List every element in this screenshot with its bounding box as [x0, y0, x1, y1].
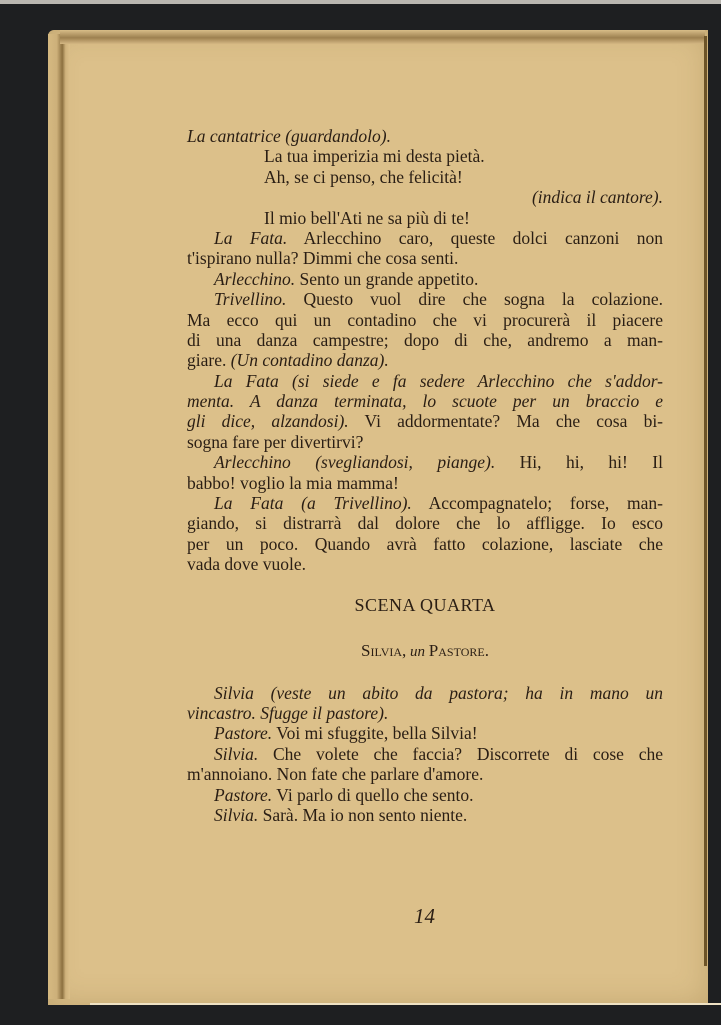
scene-heading: SCENA QUARTA: [354, 594, 496, 615]
speaker-name: Pastore.: [214, 723, 273, 744]
dialogue-line: [187, 289, 663, 309]
dialogue-line: [187, 785, 663, 805]
stage-direction: (guardandolo).: [285, 126, 391, 146]
character-name: Pastore.: [428, 640, 489, 660]
speaker-name: Silvia: [214, 682, 254, 703]
speaker-name: La Fata: [214, 370, 279, 391]
speaker-name: La Fata: [214, 493, 284, 514]
dialogue-line: [187, 683, 663, 703]
dialogue-line: m'annoiano. Non fate che parlare d'amore.: [187, 764, 484, 785]
dialogue-line: giando, si distrarrà dal dolore che lo affligge. Io esco: [187, 513, 663, 534]
speaker-name: Arlecchino: [214, 452, 291, 473]
page-bottom-edge: [90, 1003, 721, 1005]
dialogue-line: [187, 744, 663, 764]
speaker-name: Arlecchino.: [214, 268, 296, 289]
dialogue-text: Accompagnatelo; forse, man-: [411, 493, 663, 514]
stage-direction: (a Trivellino).: [283, 493, 412, 514]
speaker-name: La Fata.: [214, 227, 288, 248]
dialogue-text: Che volete che faccia? Discorrete di cose che: [258, 743, 663, 764]
dialogue-line: [187, 391, 663, 411]
dialogue-line: [187, 411, 663, 431]
dialogue-line: [187, 703, 663, 723]
dialogue-line: [187, 493, 663, 513]
dialogue-line: di una danza campestre; dopo di che, andremo a man-: [187, 329, 663, 350]
page-stack-edge-top: [60, 30, 705, 44]
speaker-line: [187, 126, 663, 146]
dialogue-line: sogna fare per divertirvi?: [187, 431, 364, 452]
verse-line: Ah, se ci penso, che felicità!: [264, 166, 463, 187]
dialogue-text: Arlecchino caro, queste dolci canzoni non: [287, 227, 663, 248]
page-stack-edge-left: [48, 34, 70, 999]
verse-line: Il mio bell'Ati ne sa più di te!: [264, 207, 470, 228]
dialogue-line: giare. (Un contadino danza).: [187, 350, 389, 371]
dialogue-line: [187, 371, 663, 391]
dialogue-line: t'ispirano nulla? Dimmi che cosa senti.: [187, 248, 459, 269]
speaker-name: Pastore.: [214, 784, 273, 805]
dialogue-text: Sento un grande appetito.: [295, 268, 479, 289]
dialogue-text: Sarà. Ma io non sento niente.: [258, 804, 468, 825]
dialogue-text: Hi, hi, hi! Il: [495, 452, 664, 473]
dialogue-text: Vi parlo di quello che sento.: [272, 784, 474, 805]
dialogue-line: Ma ecco qui un contadino che vi procurerà il piacere: [187, 309, 663, 330]
dialogue-text: Voi mi sfuggite, bella Silvia!: [272, 723, 478, 744]
dialogue-line: per un poco. Quando avrà fatto colazione, lasciate che: [187, 533, 663, 554]
stage-direction: (indica il cantore).: [531, 187, 663, 208]
stage-direction: gli dice, alzandosi).: [187, 411, 349, 432]
dialogue-line: vada dove vuole.: [187, 554, 307, 575]
dialogue-text: Questo vuol dire che sogna la colazione.: [286, 289, 663, 310]
dialogue-line: babbo! voglio la mia mamma!: [187, 472, 399, 493]
stage-direction: menta. A danza terminata, lo scuote per un braccio e: [187, 391, 663, 412]
stage-direction: (si siede e fa sedere Arlecchino che s'addor-: [278, 370, 663, 391]
dialogue-text: Vi addormentate? Ma che cosa bi-: [348, 411, 664, 432]
page-edge-right: [704, 36, 707, 966]
speaker-name: Silvia.: [214, 743, 259, 764]
scanner-top-strip: [0, 0, 721, 4]
dialogue-line: [187, 228, 663, 248]
dialogue-line: [187, 805, 663, 825]
verse-line: La tua imperizia mi desta pietà.: [264, 146, 485, 167]
dialogue-line: [187, 452, 663, 472]
speaker-name: Trivellino.: [214, 289, 287, 310]
stage-direction-line: [187, 187, 663, 207]
stage-direction: vincastro. Sfugge il pastore).: [187, 702, 389, 723]
speaker-name: Silvia.: [214, 804, 259, 825]
stage-direction: (veste un abito da pastora; ha in mano un: [253, 682, 663, 703]
page-number: 14: [414, 904, 435, 928]
scene-characters: Silvia, un Pastore.: [361, 640, 489, 660]
character-name: Silvia,: [361, 640, 407, 660]
stage-direction: (Un contadino danza).: [230, 350, 389, 371]
dialogue-line: [187, 269, 663, 289]
dialogue-line: [187, 723, 663, 743]
stage-direction: (svegliandosi, piange).: [290, 452, 496, 473]
speaker-name: La cantatrice: [187, 126, 281, 146]
page-text: [187, 126, 663, 825]
